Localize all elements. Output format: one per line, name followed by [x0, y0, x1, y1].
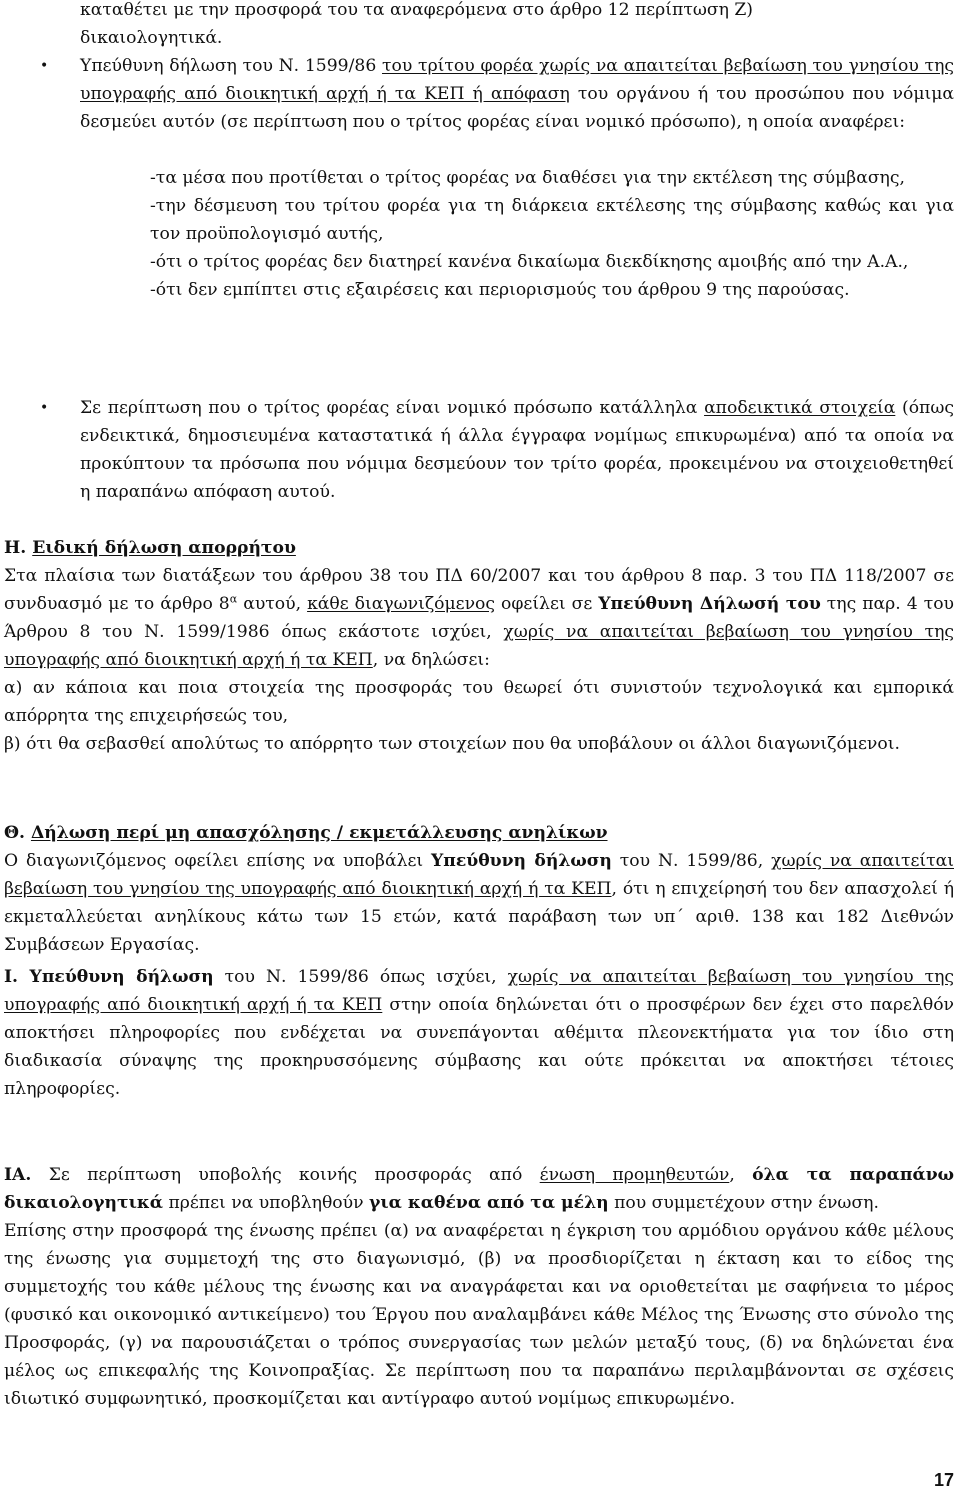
- bullet-3-text-part: (όπως ενδεικτικά, δημοσιευμένα καταστατικά ή άλλα έγγραφα νομίμως επικυρωμένα) από τα οποία να προκύπτουν τα πρόσωπα που νόμιμα δεσμεύουν τον τρίτο φορέα, προκειμένου να στοιχειοθετηθεί η παραπάνω απόφαση αυτού.: [80, 398, 954, 502]
- section-ia-paragraph: Επίσης στην προσφορά της ένωσης πρέπει (α) να αναφέρεται η έγκριση του αρμόδιου οργάνου κάθε μέλους της ένωσης για συμμετοχή της στο διαγωνισμό, (β) να προσδιορίζεται η έκταση και το είδος της συμμετοχής του κάθε μέλους της ένωσης και να αναγράφεται και να οριοθετείται με σαφήνεια το μέρος (φυσικό και οικονομικό αντικείμενο) του Έργου που αναλαμβάνει κάθε Μέλος της Ένωσης στο σύνολο της Προσφοράς, (γ) να παρουσιάζεται ο τρόπος συνεργασίας των μελών μεταξύ τους, (δ) να δηλώνεται ένα μέλος ως επικεφαλής της Κοινοπραξίας. Σε περίπτωση που τα παραπάνω περιλαμβάνονται σε σχέσεις ιδιωτικό συμφωνητικό, προσκομίζεται και αντίγραφο αυτού νομίμως επικυρωμένο.: [4, 1221, 954, 1409]
- bullet-3-marker: •: [40, 400, 49, 416]
- section-th: [4, 819, 954, 959]
- sublist-item: -την δέσμευση του τρίτου φορέα για τη διάρκεια εκτέλεσης της σύμβασης καθώς και για τον προϋπολογισμό αυτής,: [150, 196, 954, 244]
- bullet-2-text-part: του οργάνου ή του προσώπου που νόμιμα δεσμεύει αυτόν (σε περίπτωση που ο τρίτος φορέας είναι νομικό πρόσωπο), η οποία αναφέρει:: [80, 84, 955, 132]
- section-h-bold: Υπεύθυνη Δήλωσή του: [598, 594, 821, 614]
- section-h-text: , να δηλώσει:: [372, 650, 490, 670]
- section-h-title: Ειδική δήλωση απορρήτου: [32, 538, 296, 558]
- section-ia-body: [4, 1161, 954, 1217]
- bullet-3: [80, 394, 954, 506]
- section-h-item-a: α) αν κάποια και ποια στοιχεία της προσφοράς του θεωρεί ότι συνιστούν τεχνολογικά και εμπορικά απόρρητα της επιχειρήσεώς του,: [4, 678, 954, 726]
- section-h-text: αυτού,: [237, 594, 308, 614]
- section-ia-bold: για καθένα από τα μέλη: [369, 1193, 609, 1213]
- section-th-text: του Ν. 1599/86,: [611, 851, 772, 871]
- bullet-2: [80, 52, 954, 136]
- bullet-2-underlined: του τρίτου φορέα χωρίς να απαιτείται βεβαίωση του γνησίου της υπογραφής από διοικητική αρχή ή τα ΚΕΠ ή απόφαση: [80, 56, 954, 104]
- section-h-sup: α: [229, 592, 238, 606]
- section-h: [4, 534, 954, 758]
- section-th-underlined: χωρίς να απαιτείται βεβαίωση του γνησίου της υπογραφής από διοικητική αρχή ή τα ΚΕΠ: [4, 851, 954, 899]
- section-i-label: Ι. Υπεύθυνη δήλωση: [4, 967, 214, 987]
- section-h-underlined: χωρίς να απαιτείται βεβαίωση του γνησίου της υπογραφής από διοικητική αρχή ή τα ΚΕΠ: [4, 622, 955, 670]
- sublist-item: -τα μέσα που προτίθεται ο τρίτος φορέας να διαθέσει για την εκτέλεση της σύμβασης,: [150, 168, 905, 188]
- section-i-text: του Ν. 1599/86 όπως ισχύει,: [213, 967, 508, 987]
- section-h-body: [4, 562, 954, 674]
- section-ia-text: πρέπει να υποβληθούν: [163, 1193, 369, 1213]
- section-h-item-b: β) ότι θα σεβασθεί απολύτως το απόρρητο των στοιχείων που θα υποβάλουν οι άλλοι διαγωνιζόμενοι.: [4, 734, 900, 754]
- section-ia-text: ,: [729, 1165, 753, 1185]
- section-i-underlined: χωρίς να απαιτείται βεβαίωση του γνησίου της υπογραφής από διοικητική αρχή ή τα ΚΕΠ: [4, 967, 954, 1015]
- section-ia-label: ΙΑ.: [4, 1165, 32, 1185]
- section-th-body: [4, 847, 954, 959]
- section-th-text: Ο διαγωνιζόμενος οφείλει επίσης να υποβάλει: [4, 851, 431, 871]
- sublist-item: -ότι δεν εμπίπτει στις εξαιρέσεις και περιορισμούς του άρθρου 9 της παρούσας.: [150, 280, 850, 300]
- section-ia-text: που συμμετέχουν στην ένωση.: [608, 1193, 879, 1213]
- bullet-2-text: [80, 52, 954, 136]
- section-ia-underlined: ένωση προμηθευτών: [539, 1165, 730, 1185]
- section-h-text: οφείλει σε: [495, 594, 599, 614]
- section-h-label: Η.: [4, 538, 33, 558]
- page-number: 17: [933, 1470, 954, 1490]
- section-th-label: Θ.: [4, 823, 31, 843]
- section-i: [4, 963, 954, 1103]
- section-ia-bold: όλα τα παραπάνω δικαιολογητικά: [4, 1165, 955, 1213]
- section-i-text: στην οποία δηλώνεται ότι ο προσφέρων δεν έχει στο παρελθόν αποκτήσει πληροφορίες που ενδέχεται να συνεπάγονται αθέμιτα πλεονεκτήματα για τον ίδιο στη διαδικασία σύναψης της προκηρυσσόμενης σύμβασης και ούτε πρόκειται να αποκτήσει τέτοιες πληροφορίες.: [4, 995, 954, 1099]
- section-h-text: της παρ. 4 του Άρθρου 8 του Ν. 1599/1986 όπως εκάστοτε ισχύει,: [4, 594, 955, 642]
- bullet-3-underlined: αποδεικτικά στοιχεία: [704, 398, 896, 418]
- section-h-text: Στα πλαίσια των διατάξεων του άρθρου 38 του ΠΔ 60/2007 και του άρθρου 8 παρ. 3 του ΠΔ 118/2007 σε συνδυασμό με το άρθρο 8: [4, 566, 954, 614]
- section-th-text: , ότι η επιχείρησή του δεν απασχολεί ή εκμεταλλεύεται ανηλίκους κάτω των 15 ετών, κατά παράβαση των υπ΄ αριθ. 138 και 182 Διεθνών Συμβάσεων Εργασίας.: [4, 879, 954, 955]
- bullet-2-sublist: [150, 164, 954, 304]
- section-ia-text: Σε περίπτωση υποβολής κοινής προσφοράς από: [31, 1165, 540, 1185]
- bullet-2-text-part: Υπεύθυνη δήλωση του Ν. 1599/86: [80, 56, 383, 76]
- section-h-heading: [4, 534, 954, 562]
- top-line-2: δικαιολογητικά.: [80, 28, 223, 48]
- section-ia: [4, 1161, 954, 1413]
- bullet-3-text-part: Σε περίπτωση που ο τρίτος φορέας είναι νομικό πρόσωπο κατάλληλα: [80, 398, 705, 418]
- top-line-1: καταθέτει με την προσφορά του τα αναφερόμενα στο άρθρο 12 περίπτωση Ζ): [80, 0, 753, 20]
- section-h-underlined: κάθε διαγωνιζόμενος: [307, 594, 496, 614]
- section-i-body: [4, 963, 954, 1103]
- section-th-title: Δήλωση περί μη απασχόλησης / εκμετάλλευσης ανηλίκων: [30, 823, 608, 843]
- bullet-1-continuation: [80, 0, 950, 52]
- section-th-bold: Υπεύθυνη δήλωση: [430, 851, 612, 871]
- sublist-item: -ότι ο τρίτος φορέας δεν διατηρεί κανένα δικαίωμα διεκδίκησης αμοιβής από την Α.Α.,: [150, 252, 909, 272]
- bullet-3-text: [80, 394, 954, 506]
- bullet-2-marker: •: [40, 58, 49, 74]
- section-th-heading: [4, 819, 954, 847]
